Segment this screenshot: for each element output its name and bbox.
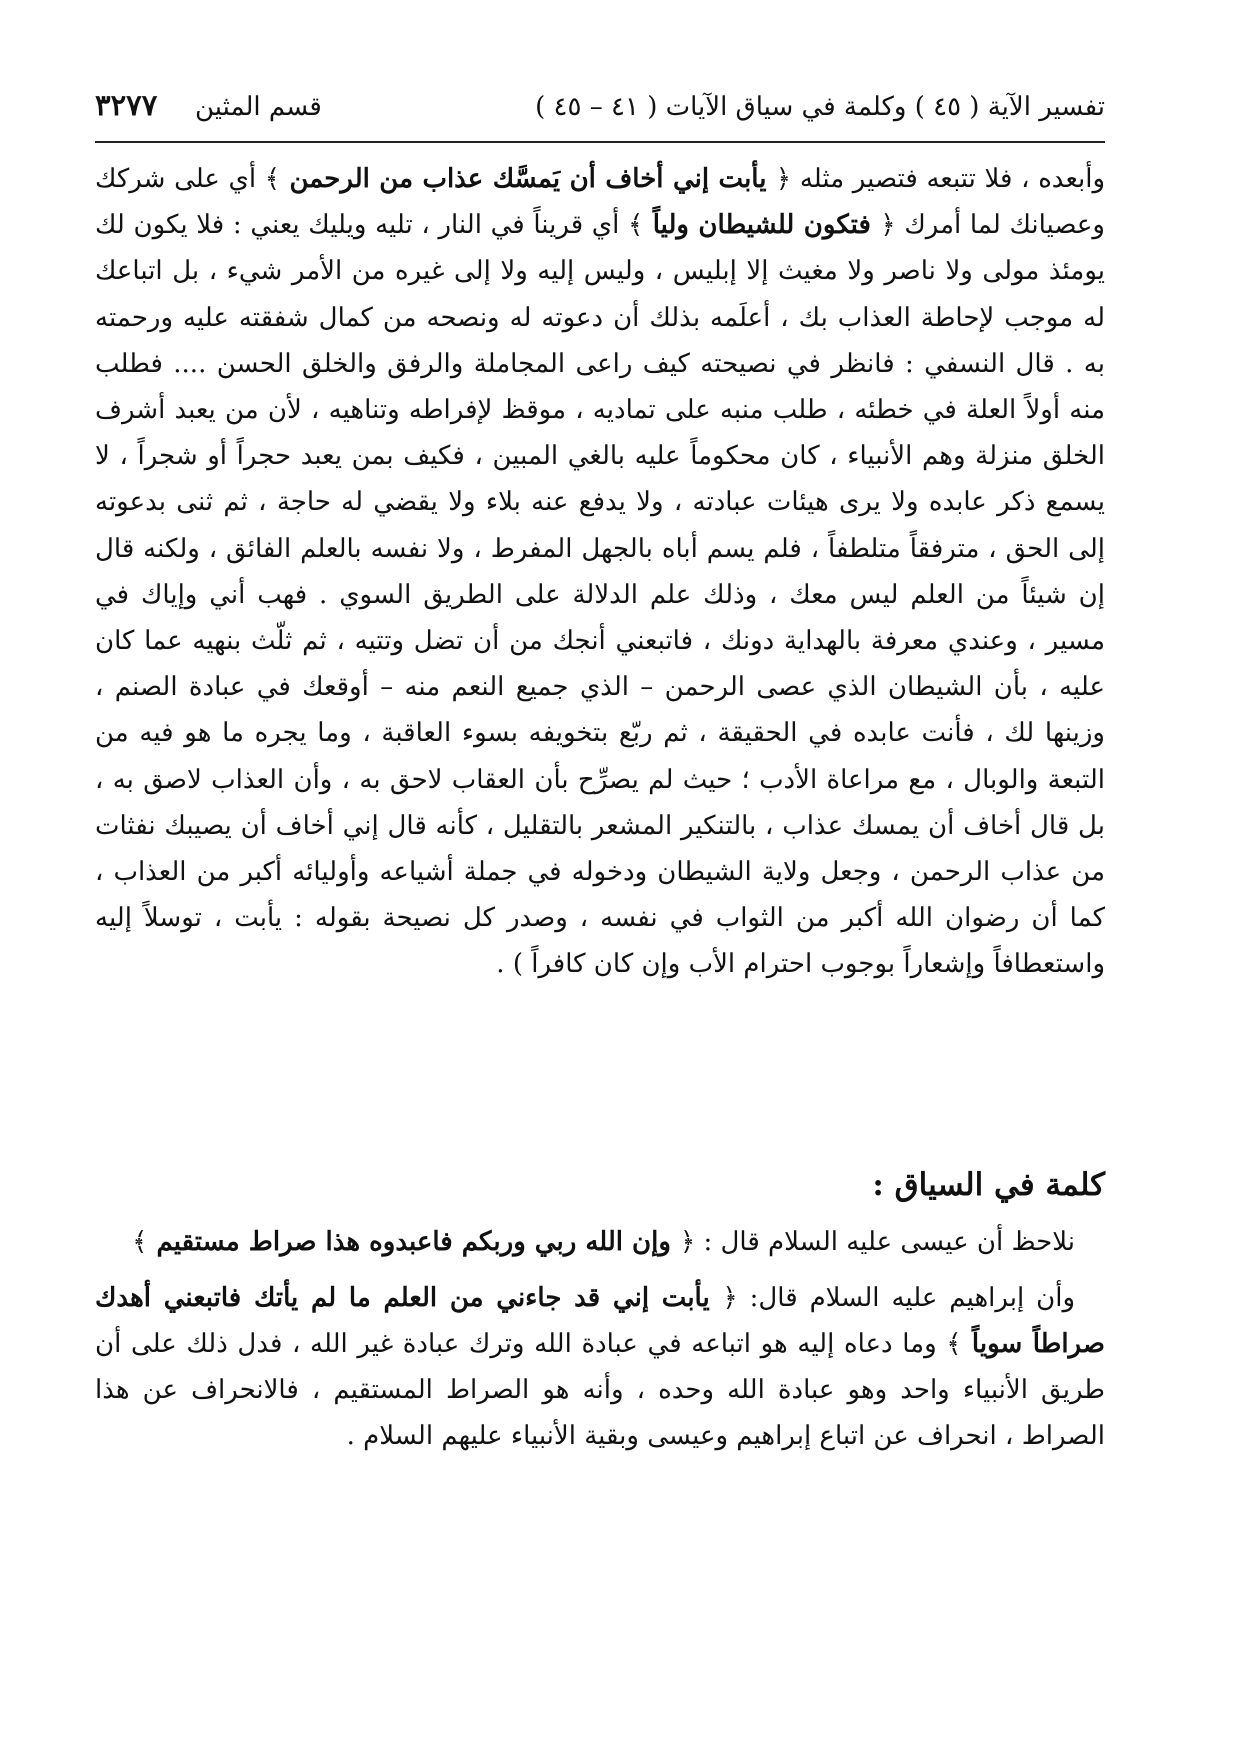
quran-quote bbox=[132, 1227, 695, 1257]
open-ornament-bracket: ﴿ bbox=[680, 1227, 696, 1257]
text-run: وما دعاه إليه هو اتباعه في عبادة الله وترك عبادة غير الله ، فدل ذلك على أن طريق الأنبياء واحد وهو عبادة الله وحده ، وأنه هو الصراط المستقيم ، فالانحراف عن هذا الصراط ، انحراف عن اتباع إبراهيم وعيسى وبقية الأنبياء عليهم السلام . bbox=[95, 1329, 1105, 1451]
text-run: وأن إبراهيم عليه السلام قال: bbox=[749, 1283, 1075, 1313]
page-number: ٣٢٧٧ bbox=[95, 88, 158, 122]
close-ornament-bracket: ﴾ bbox=[946, 1329, 962, 1359]
context-paragraph bbox=[95, 1275, 1105, 1459]
section-name: قسم المثين bbox=[195, 92, 322, 122]
quote-text: وإن الله ربي وربكم فاعبدوه هذا صراط مستقيم bbox=[156, 1227, 671, 1257]
quote-text: فتكون للشيطان ولياً bbox=[652, 210, 871, 241]
commentary-paragraph bbox=[95, 156, 1105, 988]
text-run: أي قريناً في النار ، تليه ويليك يعني : فلا يكون لك يومئذ مولى ولا ناصر ولا مغيث إلا إبليس ، وليس إليه ولا إلى غيره من الأمر شيء ، بل اتباعك له موجب لإحاطة العذاب بك ، أعلَمه بذلك أن دعوته له ونصحه من كمال شفقته عليه ورحمته به . قال النسفي : فانظر في نصيحته كيف راعى المجاملة والرفق والخلق الحسن .... فطلب منه أولاً العلة في خطئه ، طلب منبه على تماديه ، موقظ لإفراطه وتناهيه ، لأن من يعبد أشرف الخلق منزلة وهم الأنبياء ، كان محكوماً عليه بالغي المبين ، فكيف بمن يعبد حجراً أو شجراً ، لا يسمع ذكر عابده ولا يرى هيئات عبادته ، ولا يدفع عنه بلاء ولا يقضي له حاجة ، ثم ثنى بدعوته إلى الحق ، مترفقاً متلطفاً ، فلم يسم أباه بالجهل المفرط ، ولا نفسه بالعلم الفائق ، ولكنه قال إن شيئاً من العلم ليس معك ، وذلك علم الدلالة على الطريق السوي . فهب أني وإياك في مسير ، وعندي معرفة بالهداية دونك ، فاتبعني أنجك من أن تضل وتتيه ، ثم ثلّث بنهيه عما كان عليه ، بأن الشيطان الذي عصى الرحمن – الذي جميع النعم منه – أوقعك في عبادة الصنم ، وزينها لك ، فأنت عابده في الحقيقة ، ثم ربّع بتخويفه بسوء العاقبة ، وما يجره ما هو فيه من التبعة والوبال ، مع مراعاة الأدب ؛ حيث لم يصرِّح بأن العقاب لاحق به ، وأن العذاب لاصق به ، بل قال أخاف أن يمسك عذاب ، بالتنكير المشعر بالتقليل ، كأنه قال إني أخاف أن يصيبك نفثات من عذاب الرحمن ، وجعل ولاية الشيطان ودخوله في جملة أشياعه وأوليائه أكبر من العذاب ، كما أن رضوان الله أكبر من الثواب في نفسه ، وصدر كل نصيحة بقوله : يأبت ، توسلاً إليه واستعطافاً وإشعاراً بوجوب احترام الأب وإن كان كافراً ) . bbox=[95, 210, 1105, 980]
quote-text: يأبت إني أخاف أن يَمسَّك عذاب من الرحمن bbox=[289, 164, 767, 194]
running-title: تفسير الآية ( ٤٥ ) وكلمة في سياق الآيات ( ٤١ – ٤٥ ) bbox=[535, 92, 1105, 122]
text-run: أي على شركك وعصيانك لما أمرك bbox=[95, 164, 1105, 241]
quran-quote bbox=[628, 210, 896, 240]
open-ornament-bracket: ﴿ bbox=[880, 210, 896, 241]
header-divider bbox=[95, 141, 1105, 143]
close-ornament-bracket: ﴾ bbox=[264, 164, 281, 194]
context-section-text bbox=[95, 1219, 1105, 1469]
open-ornament-bracket: ﴿ bbox=[775, 164, 792, 194]
section-heading: كلمة في السياق : bbox=[872, 1167, 1105, 1203]
context-paragraph bbox=[95, 1219, 1105, 1265]
close-ornament-bracket: ﴾ bbox=[132, 1227, 148, 1257]
open-ornament-bracket: ﴿ bbox=[722, 1283, 738, 1313]
quran-quote bbox=[265, 164, 791, 194]
text-run: نلاحظ أن عيسى عليه السلام قال : bbox=[703, 1227, 1075, 1257]
commentary-text bbox=[95, 156, 1105, 988]
page-header bbox=[95, 82, 1105, 136]
quote-text: يأبت إني قد جاءني من العلم ما لم يأتك فاتبعني أهدك صراطاً سوياً bbox=[95, 1283, 1105, 1359]
close-ornament-bracket: ﴾ bbox=[628, 210, 644, 241]
text-run: وأبعده ، فلا تتبعه فتصير مثله bbox=[799, 164, 1106, 194]
